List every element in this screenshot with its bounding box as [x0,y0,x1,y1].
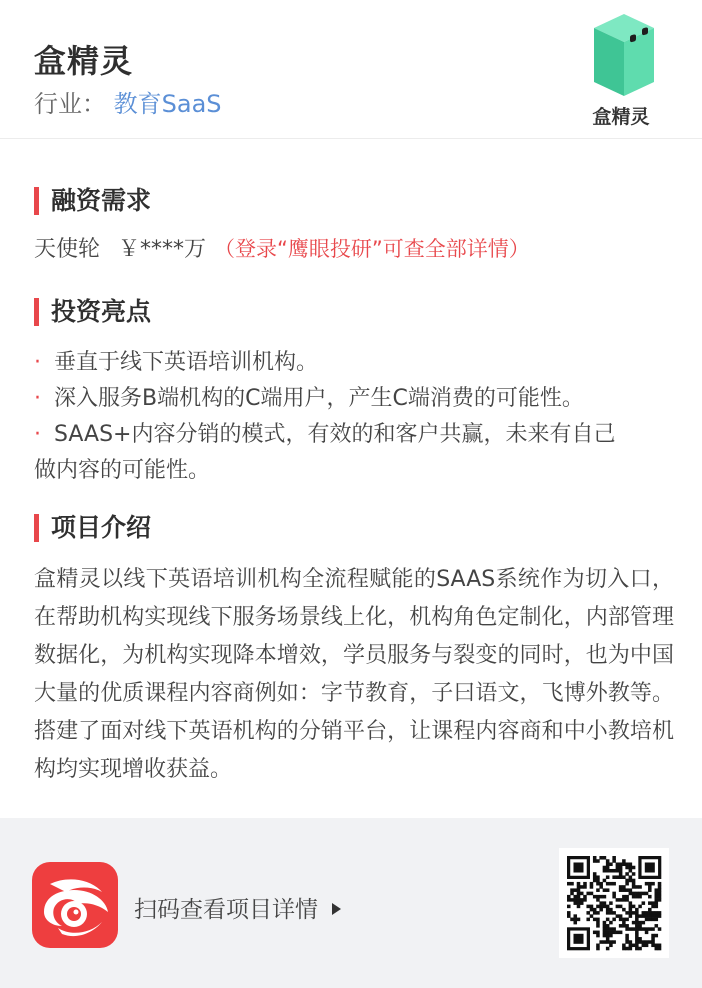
funding-line [34,232,530,263]
funding-title: 融资需求 [34,187,151,215]
funding-round: 天使轮 [34,237,101,262]
play-right-arrow-icon [332,903,341,915]
highlight-text: 深入服务B端机构的C端用户，产生C端消费的可能性。 [54,386,584,411]
footer [0,818,702,988]
header [0,0,702,139]
logo-text: 盒精灵 [592,106,650,128]
list-item [34,417,674,489]
qr-code-icon [559,848,669,958]
scan-for-details-link[interactable] [134,891,341,924]
login-hint-link[interactable]: （登录“鹰眼投研”可查全部详情） [214,237,530,261]
green-cube-robot-logo-icon [580,10,662,102]
company-logo [580,10,662,128]
eagle-eye-icon [32,862,118,948]
industry-line [34,84,222,119]
intro-title: 项目介绍 [34,514,151,542]
intro-text: 盒精灵以线下英语培训机构全流程赋能的SAAS系统作为切入口，在帮助机构实现线下服务场景线上化，机构角色定制化，内部管理数据化，为机构实现降本增效，学员服务与裂变的同时，也为中国大量的优质课程内容商例如：字节教育，子曰语文，飞博外教等。搭建了面对线下英语机构的分销平台，让课程内容商和中小教培机构均实现增收获益。 [34,567,674,782]
bullet-dot: · [34,350,41,375]
funding-amount: ￥****万 [118,237,207,262]
eagle-eye-app-icon[interactable] [32,862,118,948]
list-item [34,345,674,381]
highlights-list [34,345,674,489]
list-item [34,381,674,417]
highlights-title: 投资亮点 [34,298,151,326]
industry-value[interactable]: 教育SaaS [113,90,222,118]
highlight-text-continuation: 做内容的可能性。 [34,458,211,483]
highlight-text: SAAS+内容分销的模式，有效的和客户共赢，未来有自己 [54,422,616,447]
company-name: 盒精灵 [34,42,134,80]
highlight-text: 垂直于线下英语培训机构。 [54,350,319,375]
scan-text: 扫码查看项目详情 [134,897,318,923]
industry-label: 行业： [34,90,106,118]
bullet-dot: · [34,386,41,411]
bullet-dot: · [34,422,41,447]
